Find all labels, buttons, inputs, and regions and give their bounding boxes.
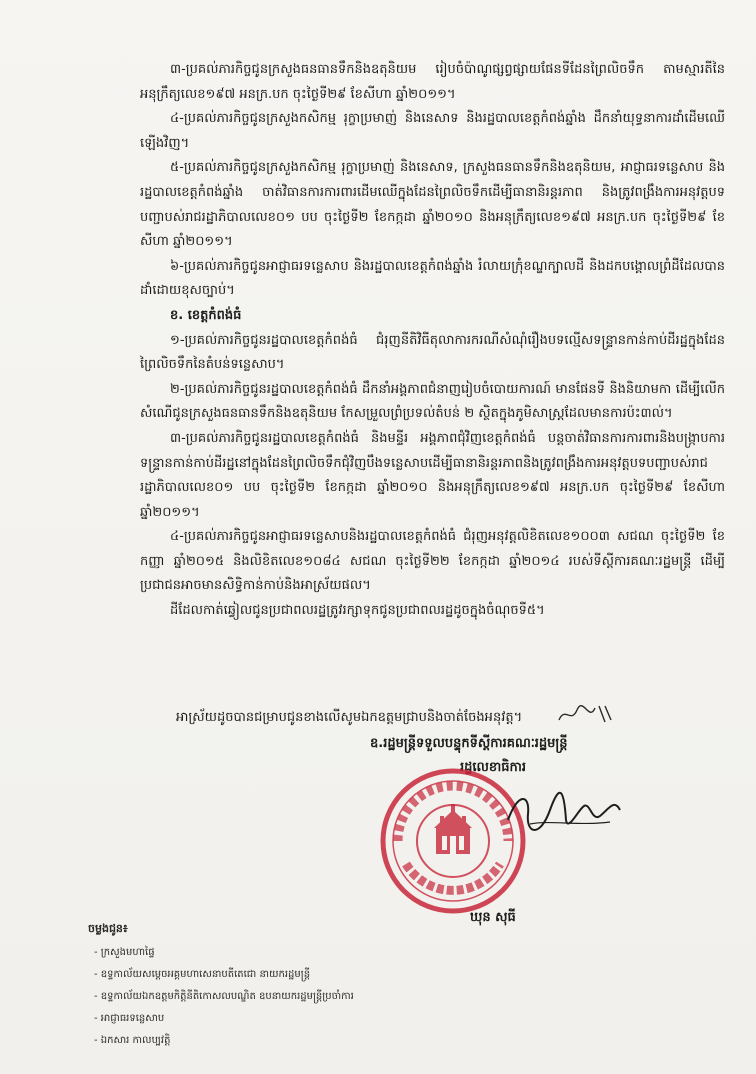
- signatory-position: រដ្ឋលេខាធិការ: [460, 760, 527, 775]
- copies-list: [88, 918, 488, 1052]
- copies-title: ចម្លងជូន៖: [88, 922, 128, 935]
- signatory-title: ឧ.រដ្ឋមន្ត្រីទទួលបន្ទុកទីស្តីការគណៈរដ្ឋមន្ត្រី: [370, 736, 568, 751]
- list-item: - ឧទ្ទកាល័យឯកឧត្តមកិត្តិនីតិកោសលបណ្ឌិត ឧបនាយករដ្ឋមន្ត្រីប្រចាំការ: [94, 991, 354, 1002]
- paragraph-kt-1: ១-ប្រគល់ភារកិច្ចជូនរដ្ឋបាលខេត្តកំពង់ធំ ជំរុញនីតិវិធីតុលាការករណីសំណុំរឿងបទល្មើសទន្រ្ទានកាន់កាប់ដីរដ្ឋក្នុងដែនព្រៃលិចទឹកនៃតំបន់ទន្លេសាប។: [140, 332, 725, 373]
- paragraph-item-6: ៦-ប្រគល់ភារកិច្ចជូនអាជ្ញាធរទន្លេសាប និងរដ្ឋបាលខេត្តកំពង់ឆ្នាំង រំលាយក្រុំខណ្ឌក្បាលដី និងដកបង្គោលព្រំដីដែលបានដាំដោយខុសច្បាប់។: [140, 258, 725, 299]
- list-item: - ឯកសារ កាលប្បវត្តិ: [94, 1035, 171, 1046]
- paragraph-kt-4: ៤-ប្រគល់ភារកិច្ចជូនអាជ្ញាធរទន្លេសាបនិងរដ្ឋបាលខេត្តកំពង់ធំ ជំរុញអនុវត្តលិខិតលេខ១០០៣ សជណ ចុះថ្ងៃទី២ ខែកញ្ញា ឆ្នាំ២០១៥ និងលិខិតលេខ១០៨៤ សជណ ចុះថ្ងៃទី២២ ខែកក្កដា ឆ្នាំ២០១៤ របស់ទីស្តីការគណៈរដ្ឋមន្ត្រី ដើម្បីប្រជាជនអាចមានសិទ្ធិកាន់កាប់និងអាស្រ័យផល។: [140, 529, 725, 594]
- paragraph-item-3: ៣-ប្រគល់ភារកិច្ចជូនក្រសួងធនធានទឹកនិងឧតុនិយម រៀបចំប៉ាណូផ្សព្វផ្សាយផែនទីដែនព្រៃលិចទឹក តាមស្មារតីនៃអនុក្រឹត្យលេខ១៩៧ អនក្រ.បក ចុះថ្ងៃទី២៩ ខែសីហា ឆ្នាំ២០១១។: [140, 62, 725, 102]
- list-item: - អាជ្ញាធរទន្លេសាប: [94, 1013, 165, 1024]
- section-heading-kampong-thom: ខ. ខេត្តកំពង់ធំ: [170, 307, 242, 323]
- paragraph-kt-3: ៣-ប្រគល់ភារកិច្ចជូនរដ្ឋបាលខេត្តកំពង់ធំ និងមន្ទីរ អង្គភាពជុំវិញខេត្តកំពង់ធំ បន្តចាត់វិធានការការពារនិងបង្ក្រាបការទន្ទ្រានកាន់កាប់ដីរដ្ឋនៅក្នុងដែនព្រៃលិចទឹកជុំវិញបឹងទន្លេសាបដើម្បីធានានិរន្តរភាពនិងត្រូវពង្រឹងការអនុវត្តបទបញ្ជាបស់រាជរដ្ឋាភិបាលលេខ០១ បប ចុះថ្ងៃទី២ ខែកក្កដា ឆ្នាំ២០១០ និងអនុក្រឹត្យលេខ១៩៧ អនក្រ.បក ចុះថ្ងៃទី២៩ ខែសីហា ឆ្នាំ២០១១។: [140, 430, 725, 520]
- handwritten-signature-icon: [500, 780, 630, 850]
- initials-mark: [555, 700, 615, 728]
- signature-block: [0, 700, 756, 950]
- letter-body: [140, 58, 725, 624]
- paragraph-kt-2: ២-ប្រគល់ភារកិច្ចជូនរដ្ឋបាលខេត្តកំពង់ធំ ដឹកនាំអង្គភាពជំនាញរៀបចំបោយការណ៍ មានផែនទី និងនិយាមកា ដើម្បីលើកសំណើជូនក្រសួងធនធានទឹកនិងឧតុនិយម កែសម្រួលព្រំប្រទល់តំបន់ ២ ស្ថិតក្នុងភូមិសាស្ត្រដែលមានការប៉ះ៣ល់។: [140, 381, 725, 422]
- signatory-name: ឃុន សុធី: [470, 910, 516, 925]
- paragraph-item-4: ៤-ប្រគល់ភារកិច្ចជូនក្រសួងកសិកម្ម រុក្ខាប្រមាញ់ និងនេសាទ និងរដ្ឋបាលខេត្តកំពង់ឆ្នាំង ដឹកនាំយុទ្ធនាការដាំដើមឈើឡើងវិញ។: [140, 111, 725, 151]
- paragraph-item-5: ៥-ប្រគល់ភារកិច្ចជូនក្រសួងកសិកម្ម រុក្ខាប្រមាញ់ និងនេសាទ, ក្រសួងធនធានទឹកនិងឧតុនិយម, អាជ្ញាធរទន្លេសាប និងរដ្ឋបាលខេត្តកំពង់ឆ្នាំង ចាត់វិធានការការពារដើមឈើក្នុងដែនព្រៃលិចទឹកដើម្បីធានានិរន្តរភាព និងត្រូវពង្រឹងការអនុវត្តបទបញ្ជាបស់រាជរដ្ឋាភិបាលលេខ០១ បប ចុះថ្ងៃទី២ ខែកក្កដា ឆ្នាំ២០១០ និងអនុក្រឹត្យលេខ១៩៧ អនក្រ.បក ចុះថ្ងៃទី២៩ ខែសីហា ឆ្នាំ២០១១។: [140, 160, 725, 250]
- list-item: - ឧទ្ទកាល័យសម្តេចអគ្គមហាសេនាបតីតេជោ នាយករដ្ឋមន្ត្រី: [94, 969, 311, 980]
- closing-sentence: អាស្រ័យដូចបានជម្រាបជូនខាងលើសូមឯកឧត្តមជ្រាបនិងចាត់ចែងអនុវត្ត។: [176, 710, 523, 725]
- list-item: - ក្រសួងមហាផ្ទៃ: [94, 947, 155, 958]
- paragraph-closing-note: ដីដែលកាត់ឆ្វៀលជូនប្រជាពលរដ្ឋត្រូវរក្សាទុកជូនប្រជាពលរដ្ឋដូចក្នុងចំណុចទី៥។: [170, 603, 545, 619]
